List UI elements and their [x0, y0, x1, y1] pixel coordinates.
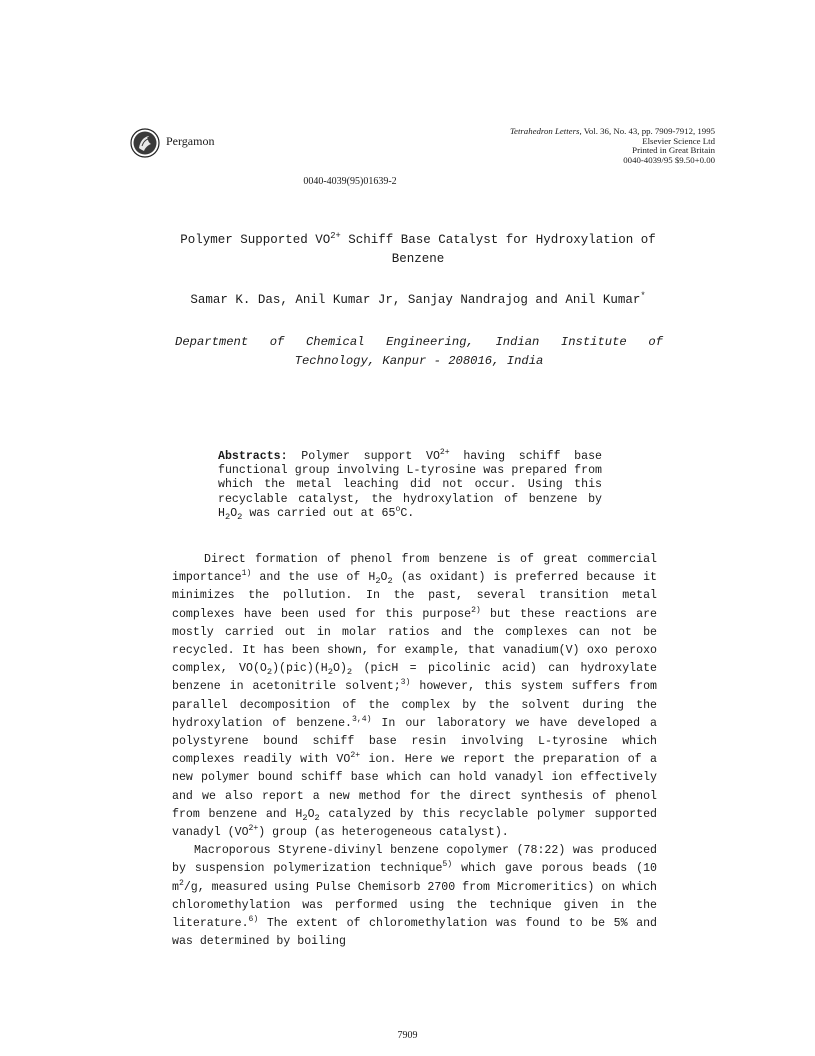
title-line-2: Benzene: [391, 252, 445, 266]
reference-2: 2): [471, 605, 481, 615]
paragraph-2: Macroporous Styrene-divinyl benzene copolymer (78:22) was produced by suspension polymerization technique$^{5)}$ which gave porous beads (10 $m^2/g$, measured using Pulse Chemisorb 2700 from Micromeritics) on which chloromethylation was performed using the technique given in the literature.$^{6)}$ The extent of chloromethylation was found to be 5% and was determined by boiling: [172, 844, 657, 949]
reference-1: 1): [241, 569, 252, 579]
page-number: 7909: [397, 1030, 418, 1041]
reference-3-4: 3,4): [351, 714, 372, 724]
reference-3: 3): [400, 678, 411, 688]
reference-5: 5): [442, 860, 453, 870]
author-list: Samar K. Das, Anil Kumar Jr, Sanjay Nandrajog and Anil Kumar*: [190, 290, 646, 307]
affiliation: [175, 333, 663, 371]
body-text: [172, 551, 657, 951]
publisher-name: Pergamon: [166, 134, 215, 148]
copyright-line: Elsevier Science Ltd: [642, 135, 715, 146]
paragraph-1: Direct formation of phenol from benzene is of great commercial importance$^{1)}$ and the use of $H_2O_2$ (as oxidant) is preferred because it minimizes the pollution. In the past, several transition metal complexes have been used for this purpose$^{2)}$ but these reactions are mostly carried out in molar ratios and the complexes can not be recycled. It has been shown, for example, that vanadium(V) oxo peroxo complex, $VO(O_2)(pic)(H_2O)_2$ (picH = picolinic acid) can hydroxylate benzene in acetonitrile solvent;$^{3)}$ however, this system suffers from parallel decomposition of the complex by the solvent during the hydroxylation of benzene.$^{3,4)}$ In our laboratory we have developed a polystyrene bound schiff base resin involving L-tyrosine which complexes readily with $VO^{2+}$ ion. Here we report the preparation of a new polymer bound schiff base which can hold vanadyl ion effectively and we also report a new method for the direct synthesis of phenol from benzene and $H_2O_2$ catalyzed by this recyclable polymer supported vanadyl $(VO^{2+})$ group (as heterogeneous catalyst).: [172, 553, 658, 840]
printed-line: Printed in Great Britain: [632, 145, 715, 156]
abstract: Abstracts: Polymer support $VO^{2+}$ having schiff base functional group involving L-tyrosine was prepared from which the metal leaching did not occur. Using this recyclable catalyst, the hydroxylation of benzene by $H_2O_2$ was carried out at 65$^o$C.: [218, 448, 602, 522]
title-line-1: Polymer Supported $VO^{2+}$ Schiff Base Catalyst for Hydroxylation of: [180, 230, 656, 247]
affiliation-line-1: Department of Chemical Engineering, Indian Institute of: [175, 335, 663, 349]
reference-6: 6): [248, 915, 259, 925]
paper-title: [165, 231, 671, 269]
journal-name: Tetrahedron Letters: [509, 126, 580, 136]
issn-price-line: 0040-4039/95 $9.50+0.00: [623, 154, 715, 165]
abstract-label: Abstracts:: [218, 450, 288, 463]
corresponding-author-mark: *: [640, 290, 646, 301]
journal-citation: Tetrahedron Letters, Vol. 36, No. 43, pp. 7909-7912, 1995: [509, 126, 715, 136]
doi-code: 0040-4039(95)01639-2: [303, 176, 397, 187]
journal-info: [510, 127, 715, 165]
affiliation-line-2: Technology, Kanpur - 208016, India: [294, 354, 544, 368]
pergamon-logo-icon: [130, 128, 160, 158]
